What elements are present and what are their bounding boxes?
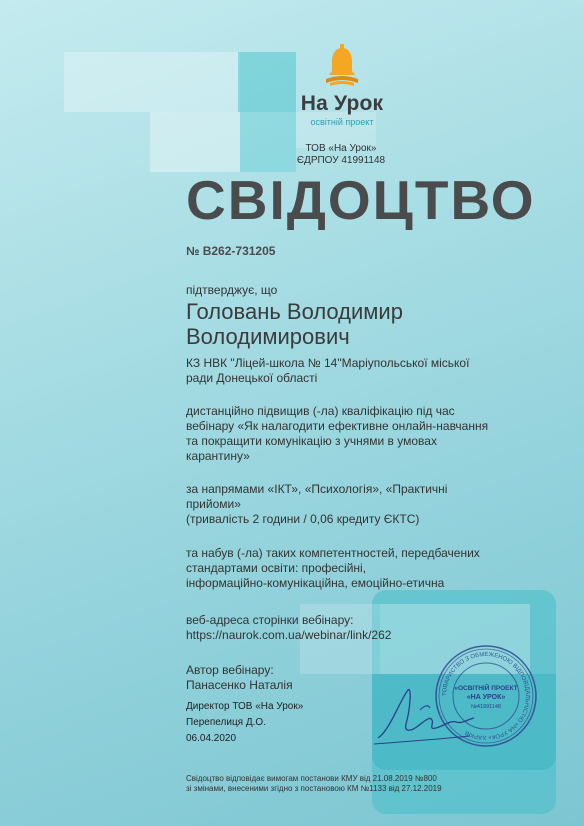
brand-name: На Урок	[300, 92, 384, 115]
organization-line: КЗ НВК "Ліцей-школа № 14"Маріупольської міської	[186, 356, 470, 370]
description-line: дистанційно підвищив (-ла) кваліфікацію під час	[186, 404, 455, 418]
footer-line: Свідоцтво відповідає вимогам постанови КМУ від 21.08.2019 №800	[186, 774, 437, 783]
description-line: карантину»	[186, 449, 250, 463]
person-name-line: Головань Володимир	[186, 299, 403, 324]
person-name	[186, 299, 536, 349]
webinar-link-block	[186, 613, 536, 643]
competencies-line: та набув (-ла) таких компетентностей, передбачених	[186, 546, 480, 560]
brand-logo	[292, 44, 392, 127]
issue-date: 06.04.2020	[186, 733, 237, 744]
webinar-link[interactable]: https://naurok.com.ua/webinar/link/262	[186, 628, 392, 642]
competencies	[186, 546, 536, 591]
decor-block	[238, 52, 296, 112]
organization-line: ради Донецької області	[186, 371, 318, 385]
duration-line: (тривалість 2 години / 0,06 кредиту ЄКТС)	[186, 512, 420, 526]
description-line: вебінару «Як налагодити ефективне онлайн-навчання	[186, 419, 489, 433]
stamp-center-text: «ОСВІТНІЙ ПРОЕКТ	[454, 685, 518, 692]
signatory-name: Перепелиця Д.О.	[186, 717, 266, 728]
stamp-code: №41991148	[471, 704, 501, 710]
description-line: та покращити комунікацію з учнями в умовах	[186, 434, 437, 448]
directions-line: прийоми»	[186, 497, 241, 511]
competencies-line: стандартами освіти: професійні,	[186, 561, 367, 575]
company-code: ЄДРПОУ 41991148	[296, 155, 386, 166]
directions-line: за напрямами «ІКТ», «Психологія», «Практичні	[186, 482, 448, 496]
directions	[186, 482, 536, 527]
stamp-center-text: «НА УРОК»	[466, 694, 506, 701]
competencies-line: інформаційно-комунікаційна, емоційно-етична	[186, 576, 445, 590]
person-name-line: Володимирович	[186, 324, 350, 349]
signatory-title: Директор ТОВ «На Урок»	[186, 701, 304, 712]
company-name: ТОВ «На Урок»	[305, 143, 377, 154]
author-name: Панасенко Наталія	[186, 678, 293, 692]
certificate-title: СВІДОЦТВО	[186, 169, 536, 231]
organization	[186, 356, 536, 386]
legal-footer	[186, 774, 516, 794]
webinar-description	[186, 404, 536, 464]
company-info	[276, 143, 406, 167]
confirms-text: підтверджує, що	[186, 283, 278, 297]
bell-icon	[324, 44, 360, 88]
footer-line: зі змінами, внесеними згідно з постановою КМ №1133 від 27.12.2019	[186, 784, 442, 793]
author-label: Автор вебінару:	[186, 663, 274, 677]
certificate-number: № В262-731205	[186, 244, 276, 258]
stamp-icon	[434, 644, 538, 748]
decor-block	[150, 112, 240, 172]
webinar-link-label: веб-адреса сторінки вебінару:	[186, 613, 354, 627]
stamp-ring-text: ТОВАРИСТВО З ОБМЕЖЕНОЮ ВІДПОВІДАЛЬНІСТЮ «НА УРОК» ХАРКІВ	[441, 651, 531, 741]
brand-subtitle: освітній проект	[310, 117, 374, 127]
decor-block	[64, 52, 240, 112]
